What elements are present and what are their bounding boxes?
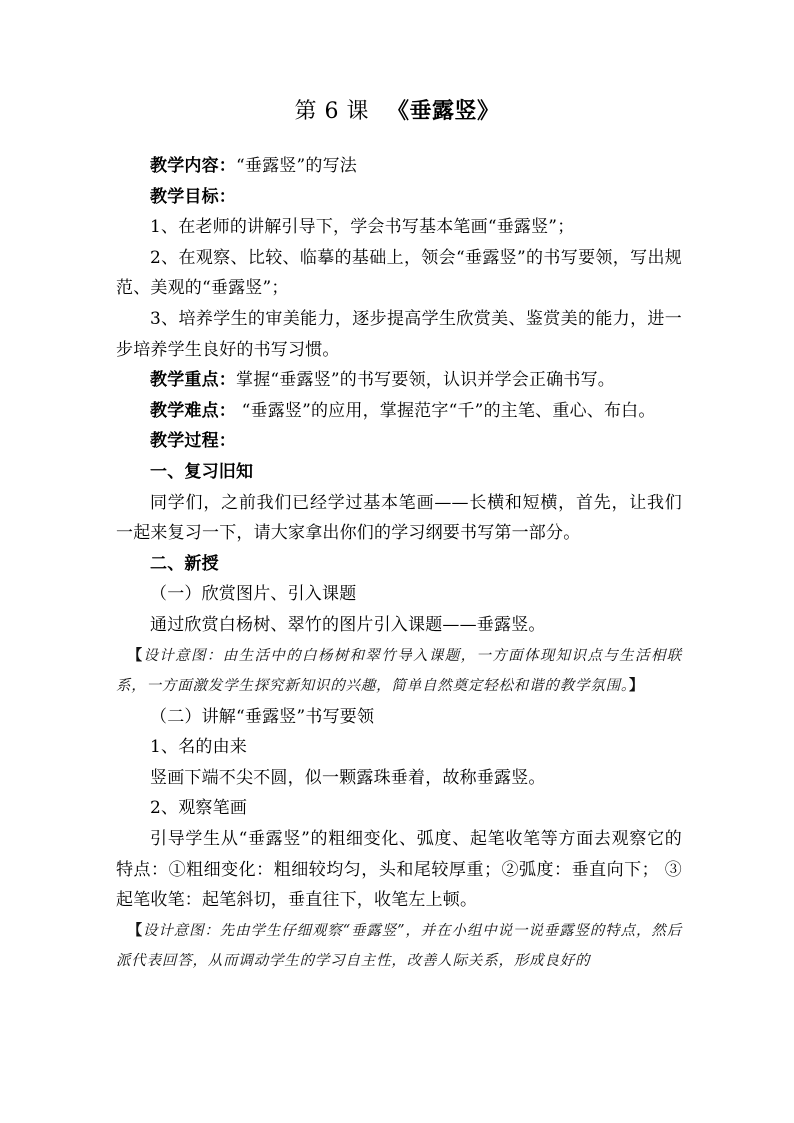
subsection-1-text: 通过欣赏白杨树、翠竹的图片引入课题——垂露竖。 (150, 614, 546, 635)
section-1-title: 一、复习旧知 (150, 461, 254, 482)
design-note-1-open: 【 (127, 646, 144, 664)
teaching-difficulty-label: 教学难点： (150, 400, 236, 421)
teaching-process-label: 教学过程： (150, 431, 236, 452)
design-note-2-open: 【 (127, 921, 143, 939)
teaching-key-label: 教学重点： (150, 370, 236, 391)
teaching-content-label: 教学内容： (150, 156, 236, 176)
design-note-1-text: 设计意图：由生活中的白杨树和翠竹导入课题，一方面体现知识点与生活相联系，一方面激发学生探究新知识的兴趣，简单自然奠定轻松和谐的教学氛围。 (116, 647, 682, 695)
lesson-name: 《垂露竖》 (386, 98, 500, 124)
subsection-2-title: （二）讲解“垂露竖”书写要领 (150, 706, 375, 727)
design-note-2 (116, 916, 682, 977)
design-note-1-close: 】 (628, 677, 645, 695)
design-note-1 (116, 641, 682, 702)
teaching-key-line (116, 365, 682, 396)
point-2-text: 引导学生从“垂露竖”的粗细变化、弧度、起笔收笔等方面去观察它的特点：①粗细变化：粗细较均匀，头和尾较厚重；②弧度：垂直向下； ③起笔收笔：起笔斜切，垂直往下，收笔左上顿。 (116, 829, 682, 911)
goal-3: 3、培养学生的审美能力，逐步提高学生欣赏美、鉴赏美的能力，进一步培养学生良好的书写习惯。 (116, 308, 682, 360)
page-title (0, 96, 794, 127)
point-1-text: 竖画下端不尖不圆，似一颗露珠垂着，故称垂露竖。 (150, 767, 546, 788)
section-2-title: 二、新授 (150, 553, 219, 574)
lesson-number: 第 6 课 (294, 99, 369, 124)
teaching-key-text: 掌握“垂露竖”的书写要领，认识并学会正确书写。 (236, 370, 615, 391)
teaching-difficulty-line (116, 396, 682, 427)
teaching-goals-label: 教学目标： (150, 186, 236, 207)
teaching-content-text: “垂露竖”的写法 (236, 156, 357, 176)
design-note-2-text: 设计意图：先由学生仔细观察“垂露竖”，并在小组中说一说垂露竖的特点，然后派代表回答，从而调动学生的学习自主性，改善人际关系，形成良好的 (116, 922, 682, 970)
goal-2: 2、在观察、比较、临摹的基础上，领会“垂露竖”的书写要领，写出规范、美观的“垂露竖”； (116, 247, 682, 299)
teaching-content-line (116, 151, 682, 182)
point-1-title: 1、名的由来 (150, 737, 248, 758)
document-body (116, 151, 682, 977)
point-2-title: 2、观察笔画 (150, 798, 248, 819)
goal-1: 1、在老师的讲解引导下，学会书写基本笔画“垂露竖”； (150, 217, 575, 238)
subsection-1-title: （一）欣赏图片、引入课题 (150, 584, 357, 605)
section-1-text: 同学们，之前我们已经学过基本笔画——长横和短横，首先，让我们一起来复习一下，请大家拿出你们的学习纲要书写第一部分。 (116, 492, 682, 544)
teaching-difficulty-text: “垂露竖”的应用，掌握范字“千”的主笔、重心、布白。 (236, 400, 656, 421)
